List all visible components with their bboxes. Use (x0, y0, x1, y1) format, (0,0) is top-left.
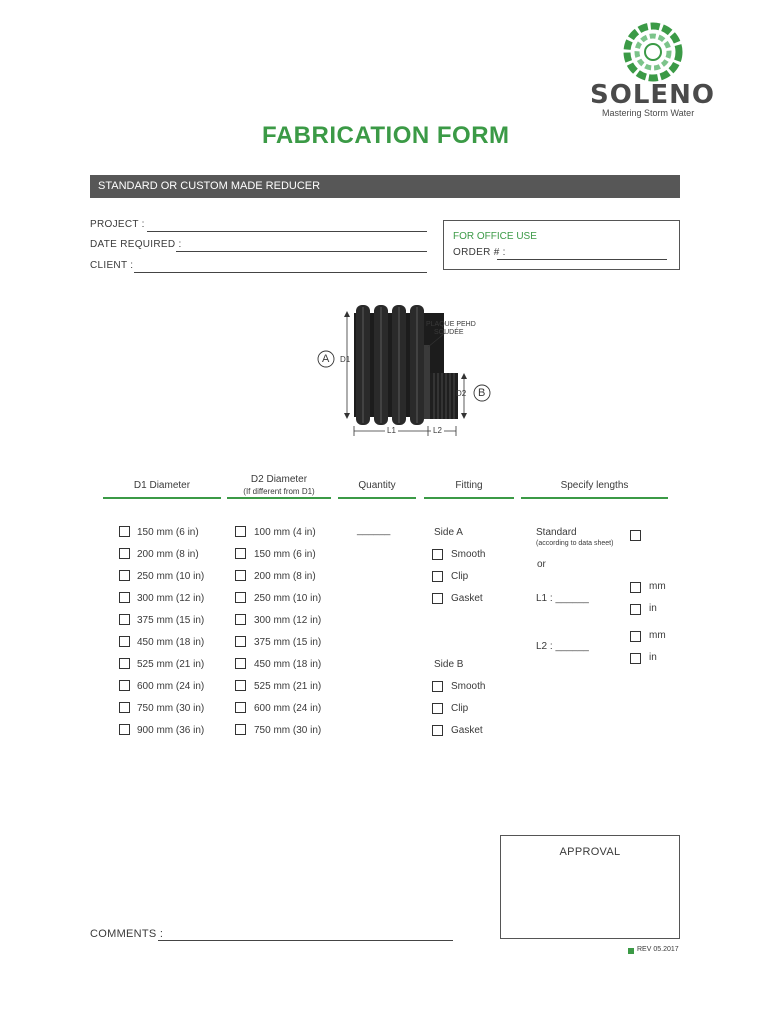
order-number-label: ORDER # : (453, 247, 506, 258)
d2-option-label: 150 mm (6 in) (254, 549, 316, 560)
l1-in-label: in (649, 603, 657, 614)
diagram-label-l2: L2 (433, 426, 442, 435)
d2-checkbox[interactable] (235, 570, 246, 581)
d1-option-label: 150 mm (6 in) (137, 527, 199, 538)
soleno-logo-icon (623, 22, 683, 82)
d1-option-label: 250 mm (10 in) (137, 571, 205, 582)
office-use-box (443, 220, 680, 270)
page-title: FABRICATION FORM (262, 122, 510, 149)
d2-option-label: 200 mm (8 in) (254, 571, 316, 582)
diagram-label-l1: L1 (387, 426, 396, 435)
d1-checkbox[interactable] (119, 636, 130, 647)
d2-checkbox[interactable] (235, 680, 246, 691)
d1-checkbox[interactable] (119, 592, 130, 603)
d1-option-label: 200 mm (8 in) (137, 549, 199, 560)
d2-checkbox[interactable] (235, 614, 246, 625)
col-rule-quantity (338, 497, 416, 499)
d2-checkbox[interactable] (235, 548, 246, 559)
d1-option-label: 375 mm (15 in) (137, 615, 205, 626)
client-field[interactable] (134, 272, 427, 273)
d1-checkbox[interactable] (119, 570, 130, 581)
diagram-label-d2: D2 (456, 389, 467, 398)
d2-option-label: 450 mm (18 in) (254, 659, 322, 670)
d2-checkbox[interactable] (235, 526, 246, 537)
approval-label: APPROVAL (559, 846, 621, 858)
diagram-label-b: B (478, 387, 486, 399)
col-rule-d2 (227, 497, 331, 499)
d1-checkbox[interactable] (119, 680, 130, 691)
col-head-fitting: Fitting (455, 480, 483, 491)
reducer-diagram (310, 295, 510, 440)
l2-field[interactable]: L2 : ______ (536, 641, 589, 652)
comments-label: COMMENTS : (90, 928, 164, 940)
l2-mm-checkbox[interactable] (630, 631, 641, 642)
d2-checkbox[interactable] (235, 636, 246, 647)
section-bar: STANDARD OR CUSTOM MADE REDUCER (90, 175, 680, 198)
col-subhead-d2: (If different from D1) (243, 487, 315, 496)
d2-checkbox[interactable] (235, 702, 246, 713)
fitting-side-a-label: Side A (434, 527, 463, 538)
side-a-smooth-checkbox[interactable] (432, 549, 443, 560)
quantity-field[interactable]: ______ (357, 525, 391, 536)
d1-option-label: 900 mm (36 in) (137, 725, 205, 736)
office-use-heading: FOR OFFICE USE (453, 231, 537, 242)
standard-length-checkbox[interactable] (630, 530, 641, 541)
d2-option-label: 300 mm (12 in) (254, 615, 322, 626)
d1-option-label: 600 mm (24 in) (137, 681, 205, 692)
l1-field[interactable]: L1 : ______ (536, 593, 589, 604)
l2-in-checkbox[interactable] (630, 653, 641, 664)
d1-option-label: 525 mm (21 in) (137, 659, 205, 670)
col-head-d1: D1 Diameter (133, 480, 191, 491)
rev-marker-icon (628, 948, 634, 954)
d2-option-label: 250 mm (10 in) (254, 593, 322, 604)
side-b-gasket-checkbox[interactable] (432, 725, 443, 736)
d1-option-label: 750 mm (30 in) (137, 703, 205, 714)
d1-checkbox[interactable] (119, 724, 130, 735)
or-label: or (537, 559, 546, 570)
l1-mm-label: mm (649, 581, 666, 592)
project-label: PROJECT : (90, 219, 145, 230)
side-a-smooth-label: Smooth (451, 549, 486, 560)
l1-in-checkbox[interactable] (630, 604, 641, 615)
side-a-clip-label: Clip (451, 571, 469, 582)
diagram-label-a: A (322, 353, 330, 365)
comments-field[interactable] (158, 940, 453, 941)
l1-mm-checkbox[interactable] (630, 582, 641, 593)
d2-option-label: 100 mm (4 in) (254, 527, 316, 538)
brand-tagline: Mastering Storm Water (602, 108, 695, 118)
standard-length-label: Standard (536, 527, 577, 538)
side-b-gasket-label: Gasket (451, 725, 483, 736)
date-required-label: DATE REQUIRED : (90, 239, 182, 250)
project-field[interactable] (147, 231, 427, 232)
side-b-clip-label: Clip (451, 703, 469, 714)
revision-label: REV 05.2017 (637, 946, 679, 953)
d1-checkbox[interactable] (119, 526, 130, 537)
brand-name: SOLENO (590, 80, 716, 110)
d1-checkbox[interactable] (119, 614, 130, 625)
side-b-clip-checkbox[interactable] (432, 703, 443, 714)
d1-option-label: 300 mm (12 in) (137, 593, 205, 604)
client-label: CLIENT : (90, 260, 134, 271)
col-head-quantity: Quantity (358, 480, 396, 491)
d2-option-label: 375 mm (15 in) (254, 637, 322, 648)
d1-checkbox[interactable] (119, 548, 130, 559)
order-number-field[interactable] (497, 259, 667, 260)
col-rule-d1 (103, 497, 221, 499)
d2-checkbox[interactable] (235, 724, 246, 735)
col-head-lengths: Specify lengths (560, 480, 629, 491)
d1-checkbox[interactable] (119, 658, 130, 669)
side-a-clip-checkbox[interactable] (432, 571, 443, 582)
col-rule-lengths (521, 497, 668, 499)
plaque-label-line-1: PLAQUE PEHD (426, 321, 476, 328)
diagram-label-d1: D1 (340, 355, 351, 364)
side-b-smooth-checkbox[interactable] (432, 681, 443, 692)
standard-length-note: (according to data sheet) (536, 540, 614, 547)
d2-option-label: 525 mm (21 in) (254, 681, 322, 692)
d2-checkbox[interactable] (235, 658, 246, 669)
d2-option-label: 750 mm (30 in) (254, 725, 322, 736)
fitting-side-b-label: Side B (434, 659, 464, 670)
col-head-d2: D2 Diameter (250, 474, 308, 485)
side-a-gasket-checkbox[interactable] (432, 593, 443, 604)
side-a-gasket-label: Gasket (451, 593, 483, 604)
d2-checkbox[interactable] (235, 592, 246, 603)
date-required-field[interactable] (176, 251, 427, 252)
company-logo (590, 22, 715, 122)
col-rule-fitting (424, 497, 514, 499)
plaque-label-line-2: SOUDÉE (434, 329, 464, 336)
d2-option-label: 600 mm (24 in) (254, 703, 322, 714)
l2-mm-label: mm (649, 630, 666, 641)
d1-checkbox[interactable] (119, 702, 130, 713)
side-b-smooth-label: Smooth (451, 681, 486, 692)
l2-in-label: in (649, 652, 657, 663)
d1-option-label: 450 mm (18 in) (137, 637, 205, 648)
